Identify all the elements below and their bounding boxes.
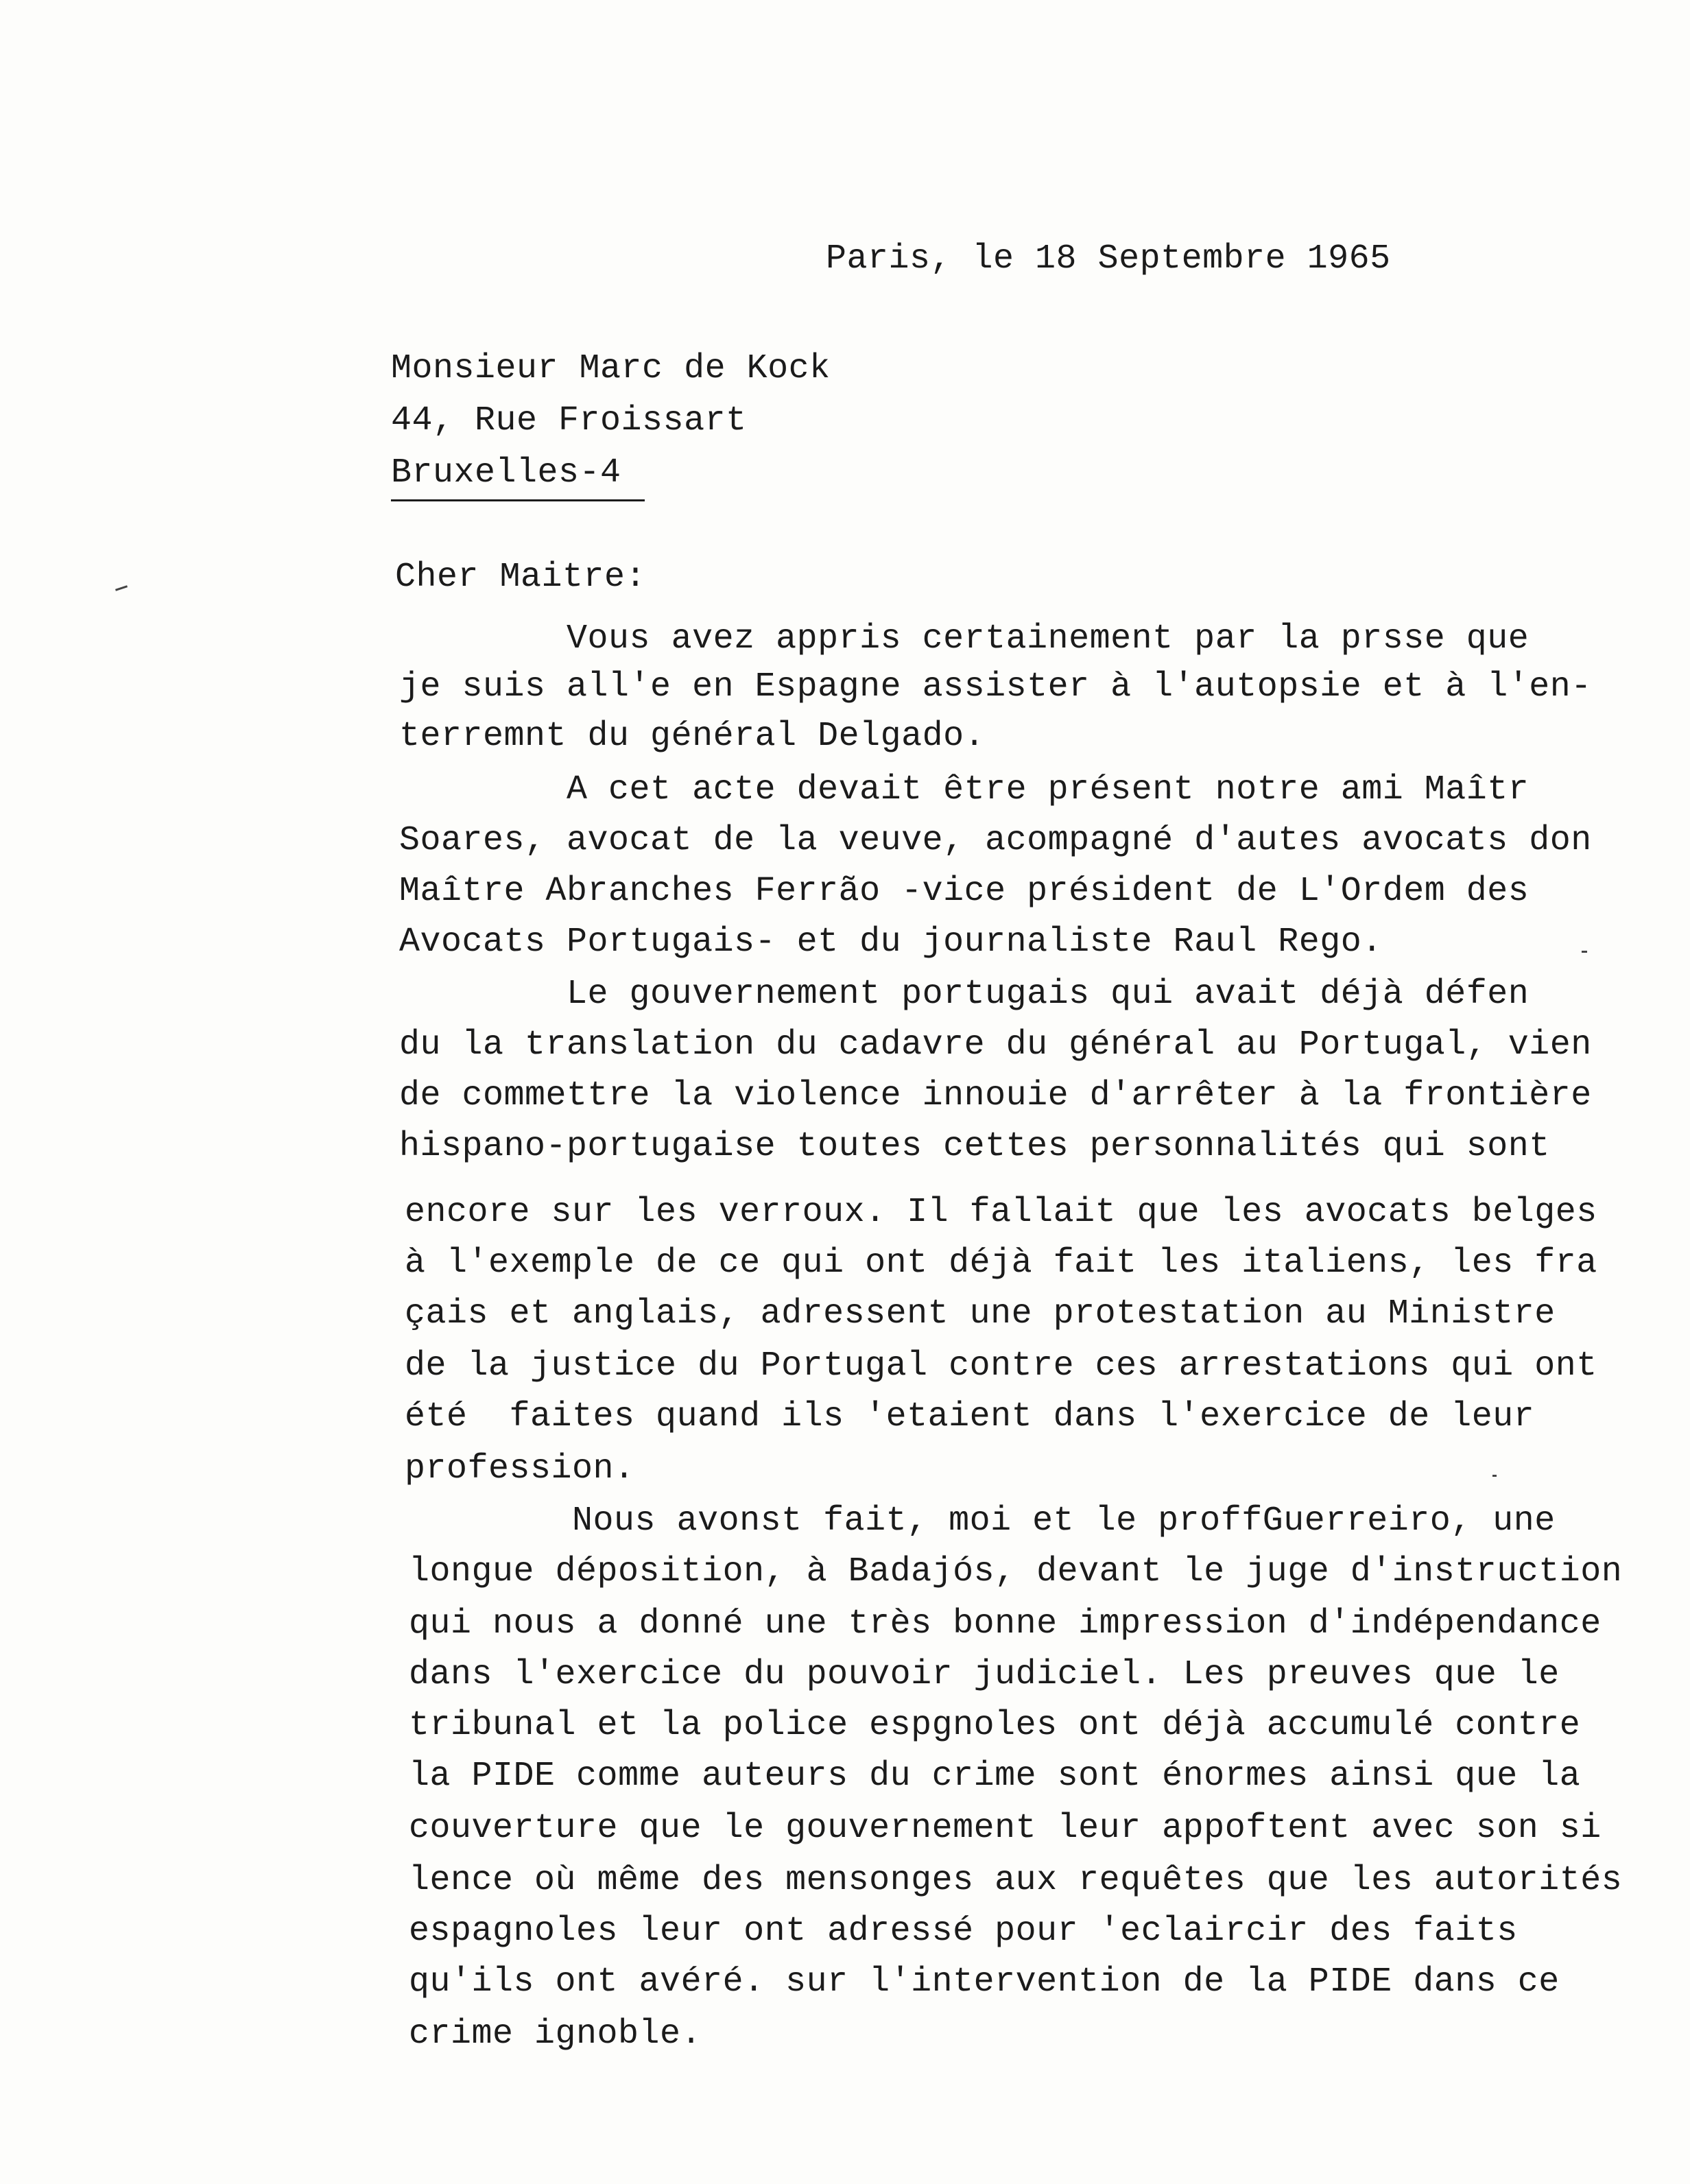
recipient-street: 44, Rue Froissart bbox=[391, 401, 747, 440]
body-line: qui nous a donné une très bonne impression d'indépendance bbox=[409, 1604, 1602, 1643]
body-line: espagnoles leur ont adressé pour 'eclaircir des faits bbox=[409, 1912, 1518, 1951]
body-line: çais et anglais, adressent une protestation au Ministre bbox=[405, 1294, 1556, 1333]
body-line: de la justice du Portugal contre ces arrestations qui ont bbox=[405, 1346, 1597, 1386]
body-line: lence où même des mensonges aux requêtes que les autorités bbox=[409, 1861, 1623, 1900]
body-line: Maître Abranches Ferrão -vice président de L'Ordem des bbox=[399, 872, 1530, 911]
body-line: Nous avonst fait, moi et le proffGuerreiro, une bbox=[405, 1502, 1556, 1541]
salutation: Cher Maitre: bbox=[395, 558, 647, 597]
body-line: A cet acte devait être présent notre ami Maîtr bbox=[399, 770, 1530, 809]
body-line: qu'ils ont avéré. sur l'intervention de la PIDE dans ce bbox=[409, 1962, 1560, 2002]
body-line: couverture que le gouvernement leur appoftent avec son si bbox=[409, 1809, 1602, 1848]
recipient-name: Monsieur Marc de Kock bbox=[391, 349, 831, 388]
paper-speck bbox=[115, 585, 128, 591]
body-line: tribunal et la police espgnoles ont déjà accumulé contre bbox=[409, 1706, 1581, 1745]
body-line: terremnt du général Delgado. bbox=[399, 717, 986, 756]
body-line: Avocats Portugais- et du journaliste Raul Rego. bbox=[399, 923, 1383, 962]
body-line: profession. bbox=[405, 1449, 635, 1488]
body-line: Le gouvernement portugais qui avait déjà défen bbox=[399, 975, 1530, 1014]
body-line: crime ignoble. bbox=[409, 2015, 702, 2054]
body-line: à l'exemple de ce qui ont déjà fait les italiens, les fra bbox=[405, 1244, 1597, 1283]
body-line: je suis all'e en Espagne assister à l'autopsie et à l'en- bbox=[399, 667, 1592, 707]
body-line: hispano-portugaise toutes cettes personnalités qui sont bbox=[399, 1127, 1550, 1166]
paper-speck bbox=[1492, 1475, 1497, 1477]
body-line: la PIDE comme auteurs du crime sont énormes ainsi que la bbox=[409, 1757, 1581, 1796]
body-line: Vous avez appris certainement par la prsse que bbox=[399, 619, 1530, 658]
body-line: du la translation du cadavre du général au Portugal, vien bbox=[399, 1025, 1592, 1065]
body-line: encore sur les verroux. Il fallait que les avocats belges bbox=[405, 1193, 1597, 1232]
body-line: longue déposition, à Badajós, devant le juge d'instruction bbox=[409, 1552, 1623, 1591]
body-line: dans l'exercice du pouvoir judiciel. Les preuves que le bbox=[409, 1655, 1560, 1694]
date-line: Paris, le 18 Septembre 1965 bbox=[826, 239, 1391, 278]
city-underline bbox=[391, 499, 645, 501]
body-line: de commettre la violence innouie d'arrêter à la frontière bbox=[399, 1076, 1592, 1115]
body-line: Soares, avocat de la veuve, acompagné d'autes avocats don bbox=[399, 821, 1592, 860]
recipient-city: Bruxelles-4 bbox=[391, 453, 621, 492]
paper-speck bbox=[1582, 951, 1587, 953]
body-line: été faites quand ils 'etaient dans l'exercice de leur bbox=[405, 1397, 1535, 1436]
